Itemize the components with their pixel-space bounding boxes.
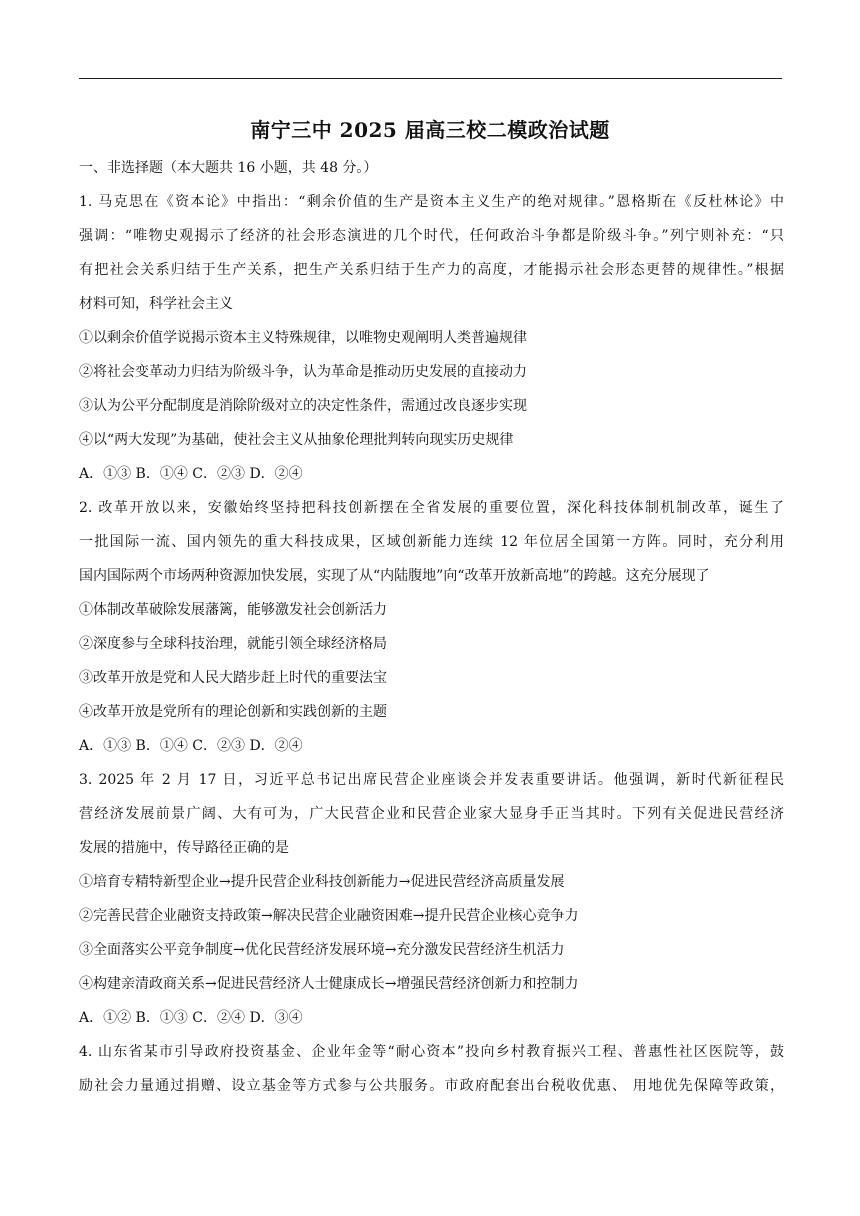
question-stem-line: 3. 2025 年 2 月 17 日，习近平总书记出席民营企业座谈会并发表重要讲话。他强调，新时代新征程民 xyxy=(79,772,784,788)
question-2 xyxy=(79,491,784,763)
statement-option: ②完善民营企业融资支持政策→解决民营企业融资困难→提升民营企业核心竞争力 xyxy=(79,908,579,924)
exam-title: 南宁三中 2025 届高三校二模政治试题 xyxy=(250,118,610,142)
question-stem-line: 2. 改革开放以来，安徽始终坚持把科技创新摆在全省发展的重要位置，深化科技体制机制改革，诞生了 xyxy=(79,500,784,516)
exam-content xyxy=(79,151,784,1103)
statement-option: ①培育专精特新型企业→提升民营企业科技创新能力→促进民营经济高质量发展 xyxy=(79,874,565,890)
statement-option: ④构建亲清政商关系→促进民营经济人士健康成长→增强民营经济创新力和控制力 xyxy=(79,976,579,992)
statement-option: ②将社会变革动力归结为阶级斗争，认为革命是推动历史发展的直接动力 xyxy=(79,364,527,380)
statement-option: ②深度参与全球科技治理，就能引领全球经济格局 xyxy=(79,636,387,652)
question-stem-line: 励社会力量通过捐赠、设立基金等方式参与公共服务。市政府配套出台税收优惠、 用地优先保障等政策， xyxy=(79,1078,784,1094)
question-stem-line: 营经济发展前景广阔、大有可为，广大民营企业和民营企业家大显身手正当其时。下列有关促进民营经济 xyxy=(79,806,784,822)
statement-option: ④改革开放是党所有的理论创新和实践创新的主题 xyxy=(79,704,387,720)
answer-choices: A．①③ B．①④ C．②③ D．②④ xyxy=(79,738,303,754)
question-1 xyxy=(79,185,784,491)
statement-option: ④以“两大发现”为基础，使社会主义从抽象伦理批判转向现实历史规律 xyxy=(79,432,514,448)
question-stem-line: 4. 山东省某市引导政府投资基金、企业年金等“耐心资本”投向乡村教育振兴工程、普惠性社区医院等，鼓 xyxy=(79,1044,784,1060)
question-stem-line: 材料可知，科学社会主义 xyxy=(79,296,233,312)
question-3 xyxy=(79,763,784,1035)
question-stem-line: 强调：“唯物史观揭示了经济的社会形态演进的几个时代，任何政治斗争都是阶级斗争。”列宁则补充：“只 xyxy=(79,228,784,244)
question-stem-line: 1. 马克思在《资本论》中指出：“剩余价值的生产是资本主义生产的绝对规律。”恩格斯在《反杜林论》中 xyxy=(79,194,784,210)
statement-option: ①体制改革破除发展藩篱，能够激发社会创新活力 xyxy=(79,602,387,618)
question-stem-line: 一批国际一流、国内领先的重大科技成果，区域创新能力连续 12 年位居全国第一方阵。同时，充分利用 xyxy=(79,534,784,550)
answer-choices: A．①③ B．①④ C．②③ D．②④ xyxy=(79,466,303,482)
statement-option: ③认为公平分配制度是消除阶级对立的决定性条件，需通过改良逐步实现 xyxy=(79,398,527,414)
answer-choices: A．①② B．①③ C．②④ D．③④ xyxy=(79,1010,303,1026)
question-4 xyxy=(79,1035,784,1103)
statement-option: ③全面落实公平竞争制度→优化民营经济发展环境→充分激发民营经济生机活力 xyxy=(79,942,565,958)
header-rule xyxy=(79,78,782,79)
section-heading: 一、非选择题（本大题共 16 小题，共 48 分。） xyxy=(79,160,378,176)
question-stem-line: 发展的措施中，传导路径正确的是 xyxy=(79,840,289,856)
question-stem-line: 国内国际两个市场两种资源加快发展，实现了从“内陆腹地”向“改革开放新高地”的跨越。这充分展现了 xyxy=(79,568,710,584)
question-stem-line: 有把社会关系归结于生产关系，把生产关系归结于生产力的高度，才能揭示社会形态更替的规律性。”根据 xyxy=(79,262,784,278)
statement-option: ①以剩余价值学说揭示资本主义特殊规律，以唯物史观阐明人类普遍规律 xyxy=(79,330,527,346)
statement-option: ③改革开放是党和人民大踏步赶上时代的重要法宝 xyxy=(79,670,387,686)
